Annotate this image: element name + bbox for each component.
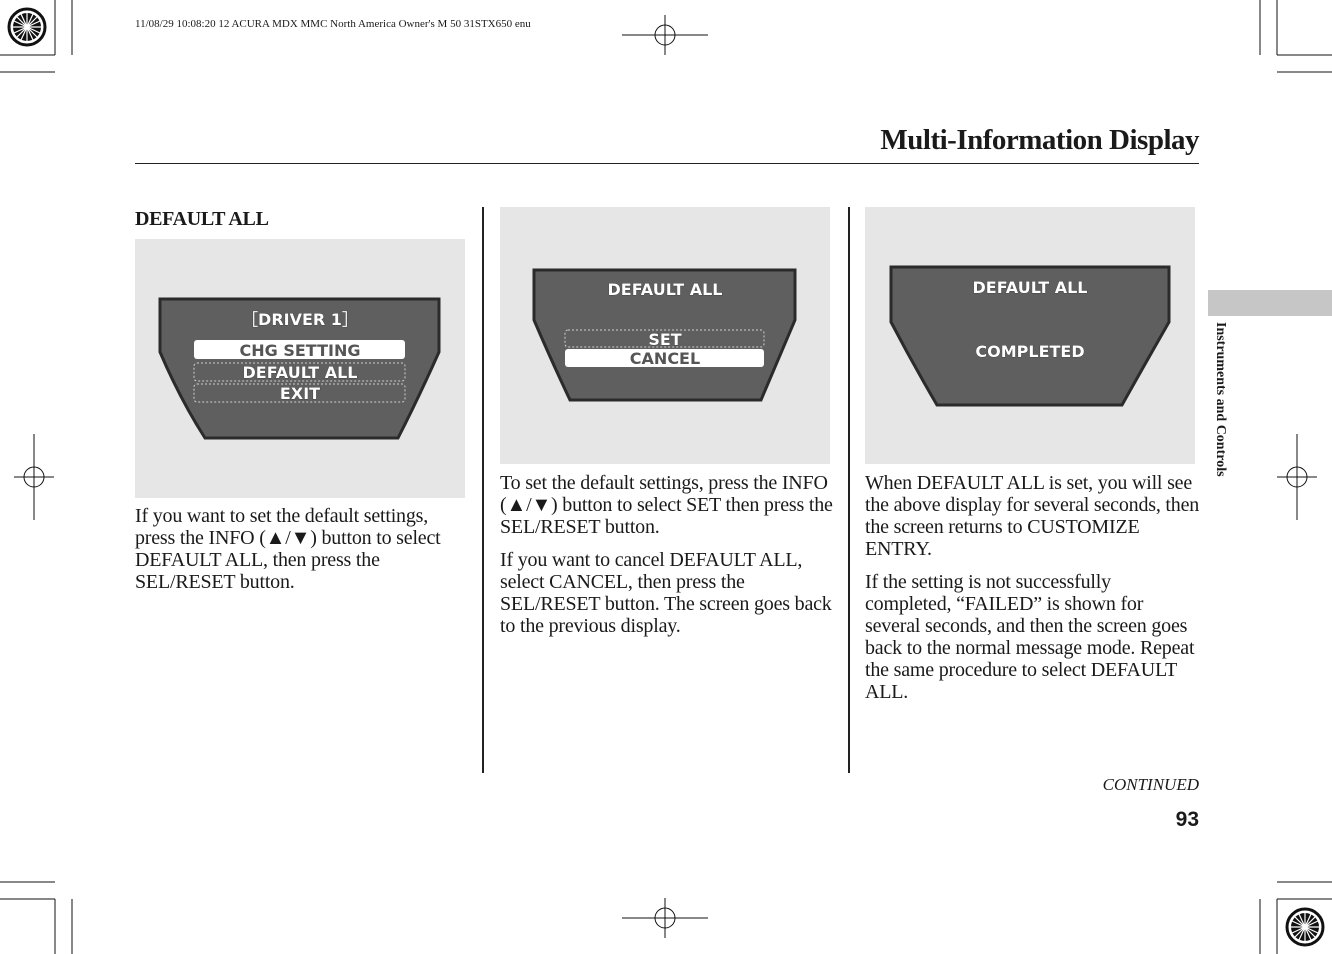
crosshair-icon bbox=[1277, 434, 1317, 520]
column-3-text bbox=[865, 472, 1201, 714]
up-triangle-icon: ▲ bbox=[265, 527, 286, 549]
display-illustration bbox=[135, 239, 465, 498]
down-triangle-icon: ▼ bbox=[290, 527, 311, 549]
crosshair-icon bbox=[622, 15, 708, 55]
section-heading: DEFAULT ALL bbox=[135, 208, 269, 230]
figure-menu-display bbox=[135, 239, 465, 498]
column-1-text bbox=[135, 505, 471, 604]
up-triangle-icon: ▲ bbox=[506, 494, 527, 516]
side-tab bbox=[1208, 290, 1332, 316]
display-item: DEFAULT ALL bbox=[242, 363, 358, 382]
figure-confirm-display bbox=[500, 207, 830, 464]
display-illustration bbox=[500, 207, 830, 464]
figure-completed-display bbox=[865, 207, 1195, 464]
paragraph: To set the default settings, press the INFO (▲/▼) button to select SET then press the SEL/RESET button. bbox=[500, 472, 833, 538]
column-divider bbox=[848, 207, 850, 773]
column-2-text bbox=[500, 472, 838, 648]
display-title: DEFAULT ALL bbox=[607, 280, 723, 299]
display-item-selected: CHG SETTING bbox=[239, 341, 361, 360]
display-item: SET bbox=[648, 330, 682, 349]
continued-label: CONTINUED bbox=[1102, 775, 1199, 794]
display-title: DEFAULT ALL bbox=[972, 278, 1088, 297]
display-illustration bbox=[865, 207, 1195, 464]
down-triangle-icon: ▼ bbox=[531, 494, 552, 516]
display-item-selected: CANCEL bbox=[629, 349, 701, 368]
paragraph: When DEFAULT ALL is set, you will see the above display for several seconds, then the screen returns to CUSTOMIZE ENTRY. bbox=[865, 472, 1200, 560]
crosshair-icon bbox=[622, 898, 708, 938]
crosshair-icon bbox=[14, 434, 54, 520]
print-header: 11/08/29 10:08:20 12 ACURA MDX MMC North America Owner's M 50 31STX650 enu bbox=[135, 18, 531, 30]
display-item: EXIT bbox=[279, 384, 321, 403]
display-line-driver: ［DRIVER 1］ bbox=[242, 310, 358, 329]
page-title: Multi-Information Display bbox=[880, 124, 1199, 156]
display-message: COMPLETED bbox=[975, 342, 1085, 361]
side-tab-label: Instruments and Controls bbox=[1213, 322, 1228, 477]
registration-mark-icon bbox=[1287, 909, 1323, 945]
title-rule bbox=[135, 163, 1199, 164]
registration-mark-icon bbox=[9, 9, 45, 45]
paragraph: If you want to cancel DEFAULT ALL, select CANCEL, then press the SEL/RESET button. The screen goes back to the previous display. bbox=[500, 549, 832, 637]
paragraph: If the setting is not successfully completed, “FAILED” is shown for several seconds, and then the screen goes back to the normal message mode. Repeat the same procedure to select DEFAULT ALL. bbox=[865, 571, 1195, 703]
page-number: 93 bbox=[1175, 808, 1199, 831]
column-divider bbox=[482, 207, 484, 773]
paragraph: If you want to set the default settings, press the INFO (▲/▼) button to select DEFAULT ALL, then press the SEL/RESET button. bbox=[135, 505, 441, 593]
